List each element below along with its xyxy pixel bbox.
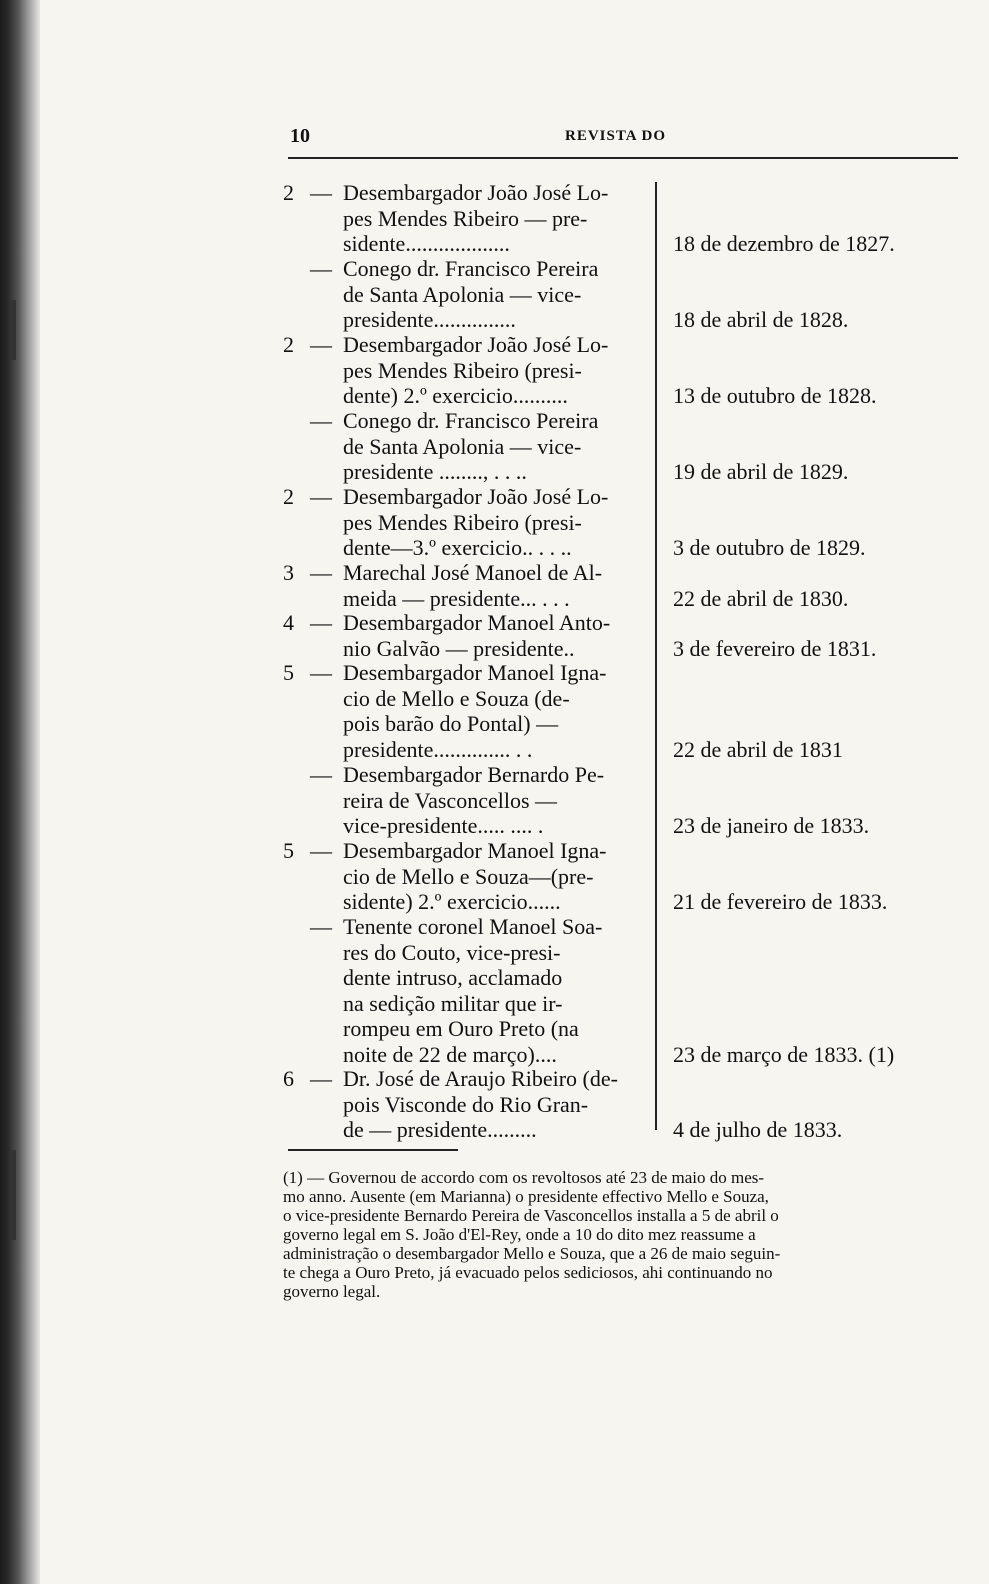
entry-dash: — [310,332,332,357]
entry-dash: — [310,914,332,939]
entry-name: Desembargador João José Lo- pes Mendes Ribeiro (presi- dente) 2.º exercicio.......... [343,332,609,408]
entry-dash: — [310,484,332,509]
entry-name: Desembargador Manoel Igna- cio de Mello e Souza (de- pois barão do Pontal) — presidente.............. . . [343,660,607,762]
entry-name: Conego dr. Francisco Pereira de Santa Apolonia — vice- presidente ........, . . .. [343,408,599,484]
entry-name: Tenente coronel Manoel Soa- res do Couto, vice-presi- dente intruso, acclamado na sedição militar que ir- rompeu em Ouro Preto (na noite de 22 de março).... [343,914,603,1067]
entry-date: 18 de dezembro de 1827. [673,231,895,256]
entry-date: 23 de março de 1833. (1) [673,1042,895,1067]
entry-dash: — [310,610,332,635]
entry-number: 3 [283,560,294,585]
entry-name: Desembargador João José Lo- pes Mendes Ribeiro (presi- dente—3.º exercicio.. . . .. [343,484,609,560]
entry-date: 18 de abril de 1828. [673,307,849,332]
entry-date: 3 de fevereiro de 1831. [673,636,877,661]
entry-dash: — [310,660,332,685]
entry-date: 22 de abril de 1830. [673,586,849,611]
entry-date: 3 de outubro de 1829. [673,535,866,560]
entry-dash: — [310,560,332,585]
entry-number: 4 [283,610,294,635]
entry-name: Dr. José de Araujo Ribeiro (de- pois Visconde do Rio Gran- de — presidente......... [343,1066,618,1142]
scan-shadow-edge [0,0,40,1584]
entry-number: 5 [283,838,294,863]
entry-name: Marechal José Manoel de Al- meida — presidente... . . . [343,560,603,611]
entry-dash: — [310,408,332,433]
entry-date: 19 de abril de 1829. [673,459,849,484]
entry-number: 2 [283,484,294,509]
page-number: 10 [290,125,310,147]
entry-date: 4 de julho de 1833. [673,1117,843,1142]
entry-date: 21 de fevereiro de 1833. [673,889,888,914]
entry-date: 13 de outubro de 1828. [673,383,877,408]
entry-dash: — [310,838,332,863]
entry-dash: — [310,1066,332,1091]
entry-name: Desembargador Manoel Igna- cio de Mello e Souza—(pre- sidente) 2.º exercicio...... [343,838,607,914]
entry-name: Conego dr. Francisco Pereira de Santa Apolonia — vice- presidente............... [343,256,599,332]
footnote: (1) — Governou de accordo com os revoltosos até 23 de maio do mes- mo anno. Ausente (em Marianna) o presidente effectivo Mello e Souza, o vice-presidente Bernardo Pereira de Vasconcellos installa a 5 de abril o governo legal em S. João d'El-Rey, onde a 10 do dito mez reassume a administração o desembargador Mello e Souza, que a 26 de maio seguin- te chega a Ouro Preto, já evacuado pelos sediciosos, ahi continuando no governo legal. [283,1168,781,1301]
running-title: REVISTA DO [565,128,666,144]
entry-date: 22 de abril de 1831 [673,737,843,762]
entry-name: Desembargador Bernardo Pe- reira de Vasconcellos — vice-presidente..... .... . [343,762,605,838]
entry-name: Desembargador Manoel Anto- nio Galvão — presidente.. [343,610,611,661]
entry-dash: — [310,256,332,281]
entry-name: Desembargador João José Lo- pes Mendes Ribeiro — pre- sidente................... [343,180,609,256]
entry-date: 23 de janeiro de 1833. [673,813,870,838]
entry-dash: — [310,762,332,787]
header-rule [288,157,958,159]
entry-number: 5 [283,660,294,685]
scan-artifact [10,300,16,360]
entry-number: 2 [283,180,294,205]
footnote-rule [288,1149,458,1151]
entry-number: 2 [283,332,294,357]
entry-number: 6 [283,1066,294,1091]
column-divider [655,182,657,1130]
page-header [290,125,960,155]
scan-artifact [10,1150,16,1240]
entry-dash: — [310,180,332,205]
